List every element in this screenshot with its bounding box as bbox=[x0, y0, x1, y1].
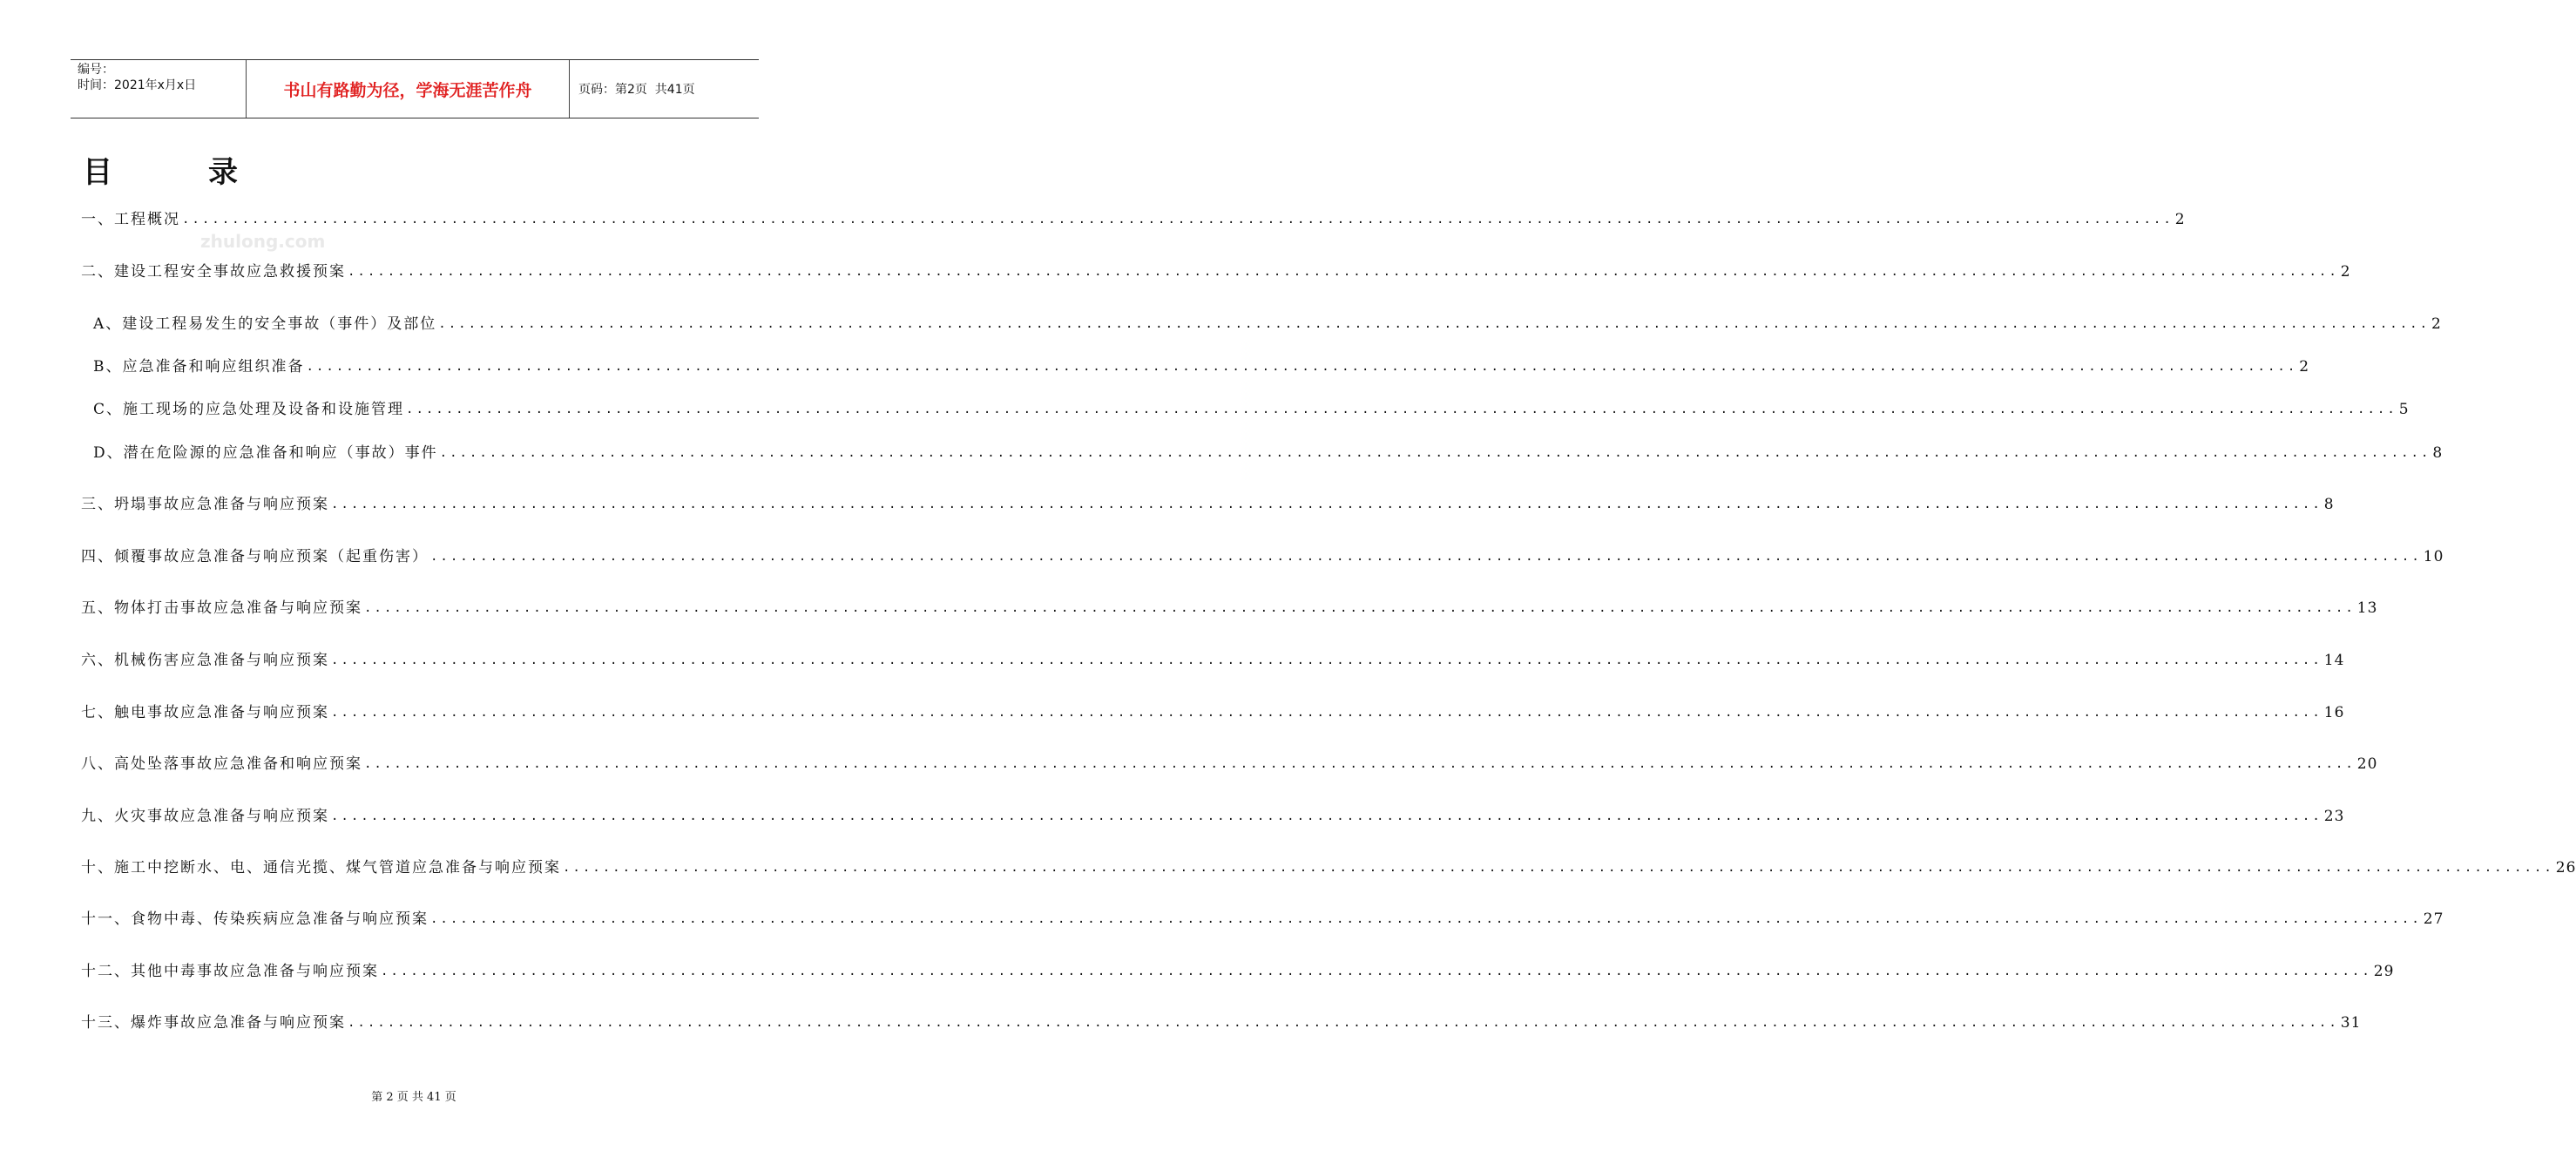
toc-entry-page: 29 bbox=[2373, 963, 2395, 980]
toc-entry[interactable] bbox=[81, 598, 2378, 619]
toc-title-char-1: 目 bbox=[83, 155, 112, 190]
toc-entry[interactable] bbox=[81, 857, 2576, 878]
toc-entry[interactable] bbox=[81, 546, 2444, 567]
toc-entry-label: 九、火灾事故应急准备与响应预案 bbox=[81, 808, 329, 825]
toc-entry[interactable] bbox=[81, 650, 2345, 671]
toc-leader-dots: ........................................................................................................................................................................................................ bbox=[348, 1016, 2339, 1030]
toc-entry[interactable] bbox=[81, 209, 2186, 230]
watermark: zhulong.com bbox=[200, 231, 326, 252]
toc-leader-dots: ........................................................................................................................................................................................................ bbox=[331, 809, 2322, 823]
toc-title bbox=[83, 148, 238, 191]
toc-entry-label: 十三、爆炸事故应急准备与响应预案 bbox=[81, 1014, 346, 1032]
toc-entry-label: 六、机械伤害应急准备与响应预案 bbox=[81, 652, 329, 669]
toc-entry-page: 13 bbox=[2356, 599, 2378, 617]
toc-entry-label: 四、倾覆事故应急准备与响应预案（起重伤害） bbox=[81, 548, 429, 565]
toc-leader-dots: ........................................................................................................................................................................................................ bbox=[406, 403, 2397, 416]
toc-entry-page: 26 bbox=[2555, 859, 2576, 877]
toc-entry-label: A、建设工程易发生的安全事故（事件）及部位 bbox=[93, 315, 437, 333]
toc-entry[interactable] bbox=[93, 443, 2444, 464]
toc-entry-label: B、应急准备和响应组织准备 bbox=[93, 358, 305, 376]
toc-entry-label: 十一、食物中毒、传染疾病应急准备与响应预案 bbox=[81, 910, 429, 928]
toc-entry-page: 8 bbox=[2432, 444, 2444, 462]
toc-entry[interactable] bbox=[81, 754, 2378, 775]
toc-leader-dots: ........................................................................................................................................................................................................ bbox=[563, 861, 2554, 875]
toc-leader-dots: ........................................................................................................................................................................................................ bbox=[348, 265, 2339, 279]
toc-leader-dots: ........................................................................................................................................................................................................ bbox=[439, 446, 2431, 460]
header-page-info-text: 页码：第2页 共41页 bbox=[578, 83, 695, 97]
toc-entry-page: 27 bbox=[2423, 910, 2444, 928]
toc-entry-label: 三、坍塌事故应急准备与响应预案 bbox=[81, 496, 329, 513]
header-meta bbox=[71, 60, 247, 118]
toc-entry-label: 十二、其他中毒事故应急准备与响应预案 bbox=[81, 963, 379, 980]
toc-leader-dots: ........................................................................................................................................................................................................ bbox=[438, 317, 2431, 331]
toc-entry[interactable] bbox=[93, 399, 2410, 420]
toc-leader-dots: ........................................................................................................................................................................................................ bbox=[430, 550, 2422, 564]
toc-leader-dots: ........................................................................................................................................................................................................ bbox=[364, 757, 2356, 771]
toc-entry-label: 十、施工中挖断水、电、通信光揽、煤气管道应急准备与响应预案 bbox=[81, 859, 561, 877]
toc-entry-label: C、施工现场的应急处理及设备和设施管理 bbox=[93, 401, 405, 418]
header-motto: 书山有路勤为径，学海无涯苦作舟 bbox=[247, 60, 570, 118]
toc-entry[interactable] bbox=[81, 261, 2351, 282]
toc-entry[interactable] bbox=[81, 1012, 2362, 1033]
toc-entry-page: 14 bbox=[2323, 652, 2345, 669]
toc-entry-page: 2 bbox=[2299, 358, 2310, 376]
toc-entry[interactable] bbox=[81, 702, 2345, 723]
toc-leader-dots: ........................................................................................................................................................................................................ bbox=[331, 653, 2322, 667]
toc-leader-dots: ........................................................................................................................................................................................................ bbox=[364, 601, 2356, 615]
toc-entry[interactable] bbox=[93, 314, 2442, 335]
toc-entry-label: D、潜在危险源的应急准备和响应（事故）事件 bbox=[93, 444, 438, 462]
toc-entry-page: 31 bbox=[2340, 1014, 2362, 1032]
header-page-info bbox=[570, 60, 759, 118]
toc-entry-page: 2 bbox=[2431, 315, 2442, 333]
toc-leader-dots: ........................................................................................................................................................................................................ bbox=[306, 360, 2298, 374]
toc-entry[interactable] bbox=[81, 961, 2395, 982]
toc-entry-label: 一、工程概况 bbox=[81, 211, 180, 228]
toc-leader-dots: ........................................................................................................................................................................................................ bbox=[381, 965, 2372, 978]
toc-leader-dots: ........................................................................................................................................................................................................ bbox=[430, 912, 2422, 926]
toc-entry[interactable] bbox=[81, 494, 2335, 515]
toc-entry-label: 二、建设工程安全事故应急救援预案 bbox=[81, 263, 346, 281]
toc-entry[interactable] bbox=[81, 909, 2444, 930]
header-code-label: 编号： bbox=[78, 63, 114, 77]
toc-entry-label: 五、物体打击事故应急准备与响应预案 bbox=[81, 599, 362, 617]
toc-leader-dots: ........................................................................................................................................................................................................ bbox=[331, 498, 2322, 511]
toc-entry-page: 23 bbox=[2323, 808, 2345, 825]
footer-page-text: 第 2 页 共 41 页 bbox=[371, 1091, 456, 1104]
toc-entry-label: 八、高处坠落事故应急准备和响应预案 bbox=[81, 755, 362, 773]
toc-entry-label: 七、触电事故应急准备与响应预案 bbox=[81, 704, 329, 721]
toc-entry-page: 5 bbox=[2398, 401, 2410, 418]
header-time-label: 时间：2021年x月x日 bbox=[78, 78, 197, 92]
page-footer bbox=[0, 1087, 828, 1104]
toc-entry-page: 2 bbox=[2340, 263, 2351, 281]
toc-leader-dots: ........................................................................................................................................................................................................ bbox=[331, 706, 2322, 720]
toc-entry[interactable] bbox=[93, 356, 2310, 377]
toc-entry[interactable] bbox=[81, 806, 2345, 827]
toc-leader-dots: ........................................................................................................................................................................................................ bbox=[182, 213, 2174, 227]
toc-entry-page: 8 bbox=[2323, 496, 2335, 513]
toc-title-char-2: 录 bbox=[208, 155, 238, 190]
toc-entry-page: 10 bbox=[2423, 548, 2444, 565]
toc-entry-page: 2 bbox=[2174, 211, 2186, 228]
toc-entry-page: 20 bbox=[2356, 755, 2378, 773]
toc-entry-page: 16 bbox=[2323, 704, 2345, 721]
page-header bbox=[71, 59, 759, 118]
